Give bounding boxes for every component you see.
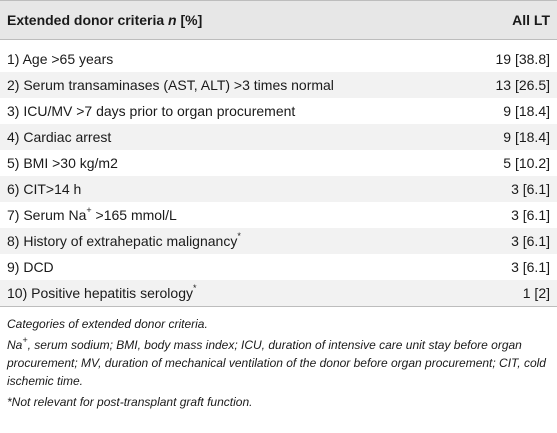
row-value: 3 [6.1]	[511, 207, 550, 223]
row-value: 13 [26.5]	[495, 77, 550, 93]
row-label: 7) Serum Na+ >165 mmol/L	[7, 205, 177, 223]
row-value: 3 [6.1]	[511, 233, 550, 249]
row-label: 2) Serum transaminases (AST, ALT) >3 times normal	[7, 77, 334, 93]
footnote-caption: Categories of extended donor criteria.	[7, 317, 208, 331]
row-value: 9 [18.4]	[503, 129, 550, 145]
header-criteria: Extended donor criteria n [%]	[0, 1, 430, 40]
table-row	[0, 202, 557, 228]
row-value: 3 [6.1]	[511, 181, 550, 197]
row-value: 1 [2]	[430, 280, 557, 307]
footnote-abbreviations: Na+, serum sodium; BMI, body mass index; ICU, duration of intensive care unit stay before organ procurement; MV, duration of mechanical ventilation of the donor before organ procurement; CIT, cold ischemic time.	[7, 335, 546, 388]
row-value: 19 [38.8]	[495, 51, 550, 67]
row-label: 8) History of extrahepatic malignancy*	[7, 231, 241, 249]
row-label: 9) DCD	[7, 259, 54, 275]
table-row	[0, 176, 557, 202]
table-footnotes	[0, 307, 557, 411]
table-row	[0, 124, 557, 150]
row-label: 10) Positive hepatitis serology*	[0, 280, 430, 307]
row-label: 4) Cardiac arrest	[7, 129, 112, 145]
table-row	[0, 228, 557, 254]
row-value: 5 [10.2]	[503, 155, 550, 171]
table-row	[0, 254, 557, 280]
table-row	[0, 72, 557, 98]
table-row	[0, 280, 557, 307]
row-label: 3) ICU/MV >7 days prior to organ procurement	[7, 103, 296, 119]
table-header-row	[0, 1, 557, 40]
header-all-lt: All LT	[430, 1, 557, 40]
table-row	[0, 150, 557, 176]
row-label: 1) Age >65 years	[7, 51, 114, 67]
table-row	[0, 40, 557, 73]
footnote-asterisk: *Not relevant for post-transplant graft function.	[7, 395, 253, 409]
row-value: 3 [6.1]	[511, 259, 550, 275]
row-label: 6) CIT>14 h	[7, 181, 82, 197]
row-label: 5) BMI >30 kg/m2	[7, 155, 118, 171]
row-value: 9 [18.4]	[503, 103, 550, 119]
table-row	[0, 98, 557, 124]
